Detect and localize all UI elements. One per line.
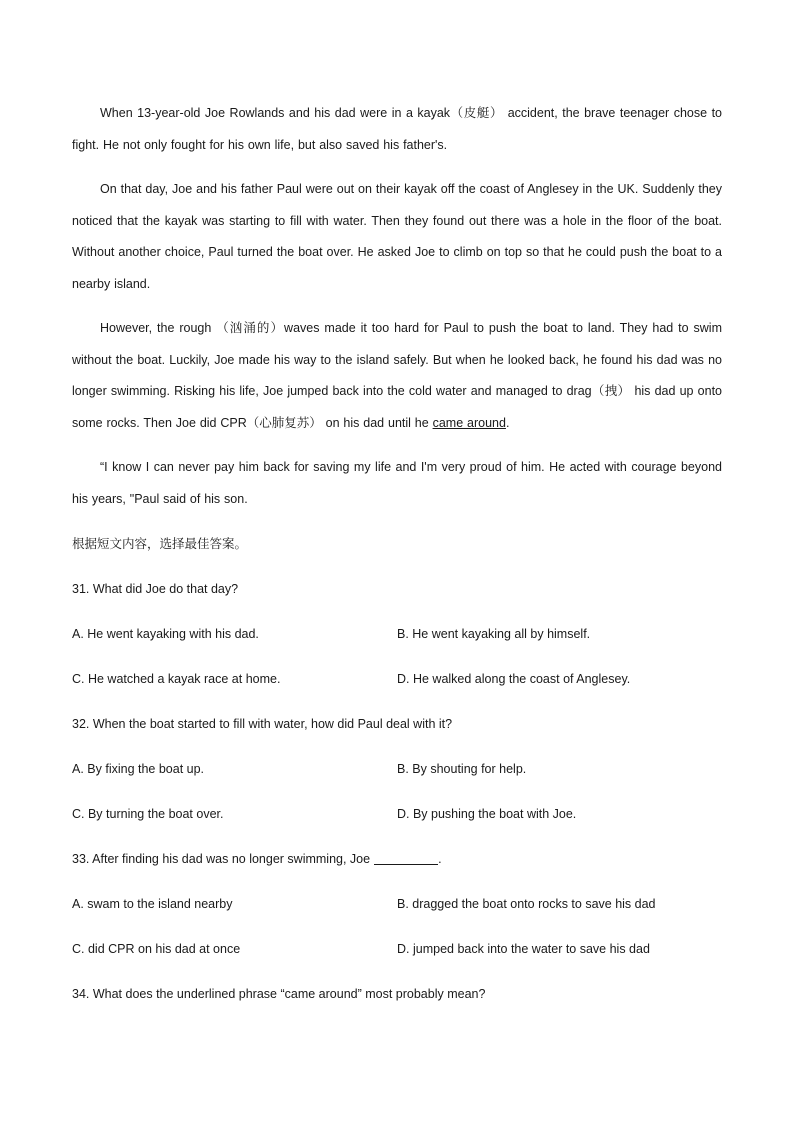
paragraph-text-end: . [505, 415, 510, 430]
question-33 [72, 843, 722, 888]
option-d: D. jumped back into the water to save his dad [397, 942, 650, 956]
passage-paragraph-1 [72, 98, 722, 161]
paragraph-text: However, the rough （汹涌的）waves made it too hard for Paul to push the boat to land. They had to swim without the boat. Luckily, Joe made his way to the island safely. But when he looked back, he found his dad was no longer swimming. Risking his life, Joe jumped back into the cold water and managed to drag（拽） his dad up onto some rocks. Then Joe did CPR（心肺复苏） on his dad until he [72, 321, 722, 430]
option-c: C. By turning the boat over. [72, 807, 224, 821]
question-32: 32. When the boat started to fill with water, how did Paul deal with it? [72, 717, 453, 731]
option-d: D. By pushing the boat with Joe. [397, 807, 577, 821]
question-32-options [72, 753, 722, 843]
paragraph-text: “I know I can never pay him back for saving my life and I'm very proud of him. He acted with courage beyond his years, "Paul said of his son. [72, 460, 722, 506]
option-a: A. swam to the island nearby [72, 897, 233, 911]
underlined-phrase: came around [432, 415, 506, 430]
answer-blank [374, 850, 438, 865]
question-31: 31. What did Joe do that day? [72, 582, 239, 596]
question-stem-end: . [438, 852, 442, 866]
paragraph-text: When 13-year-old Joe Rowlands and his dad were in a kayak（皮艇） accident, the brave teenager chose to fight. He not only fought for his own life, but also saved his father's. [72, 106, 722, 152]
instruction-text: 根据短文内容，选择最佳答案。 [72, 537, 248, 551]
passage-paragraph-3 [72, 313, 722, 439]
document-page [72, 98, 722, 1023]
option-b: B. dragged the boat onto rocks to save his dad [397, 897, 656, 911]
paragraph-text: On that day, Joe and his father Paul were out on their kayak off the coast of Anglesey in the UK. Suddenly they noticed that the kayak was starting to fill with water. Then they found out there was a hole in the floor of the boat. Without another choice, Paul turned the boat over. He asked Joe to climb on top so that he could push the boat to a nearby island. [72, 182, 722, 291]
question-stem: 33. After finding his dad was no longer swimming, Joe [72, 852, 371, 866]
question-31-options [72, 618, 722, 708]
option-c: C. did CPR on his dad at once [72, 942, 241, 956]
question-33-options [72, 888, 722, 978]
option-b: B. By shouting for help. [397, 762, 527, 776]
passage-paragraph-4 [72, 452, 722, 515]
option-a: A. He went kayaking with his dad. [72, 627, 259, 641]
passage-paragraph-2 [72, 174, 722, 300]
option-b: B. He went kayaking all by himself. [397, 627, 591, 641]
option-d: D. He walked along the coast of Anglesey. [397, 672, 631, 686]
option-a: A. By fixing the boat up. [72, 762, 205, 776]
option-c: C. He watched a kayak race at home. [72, 672, 281, 686]
question-34: 34. What does the underlined phrase “came around” most probably mean? [72, 987, 486, 1001]
